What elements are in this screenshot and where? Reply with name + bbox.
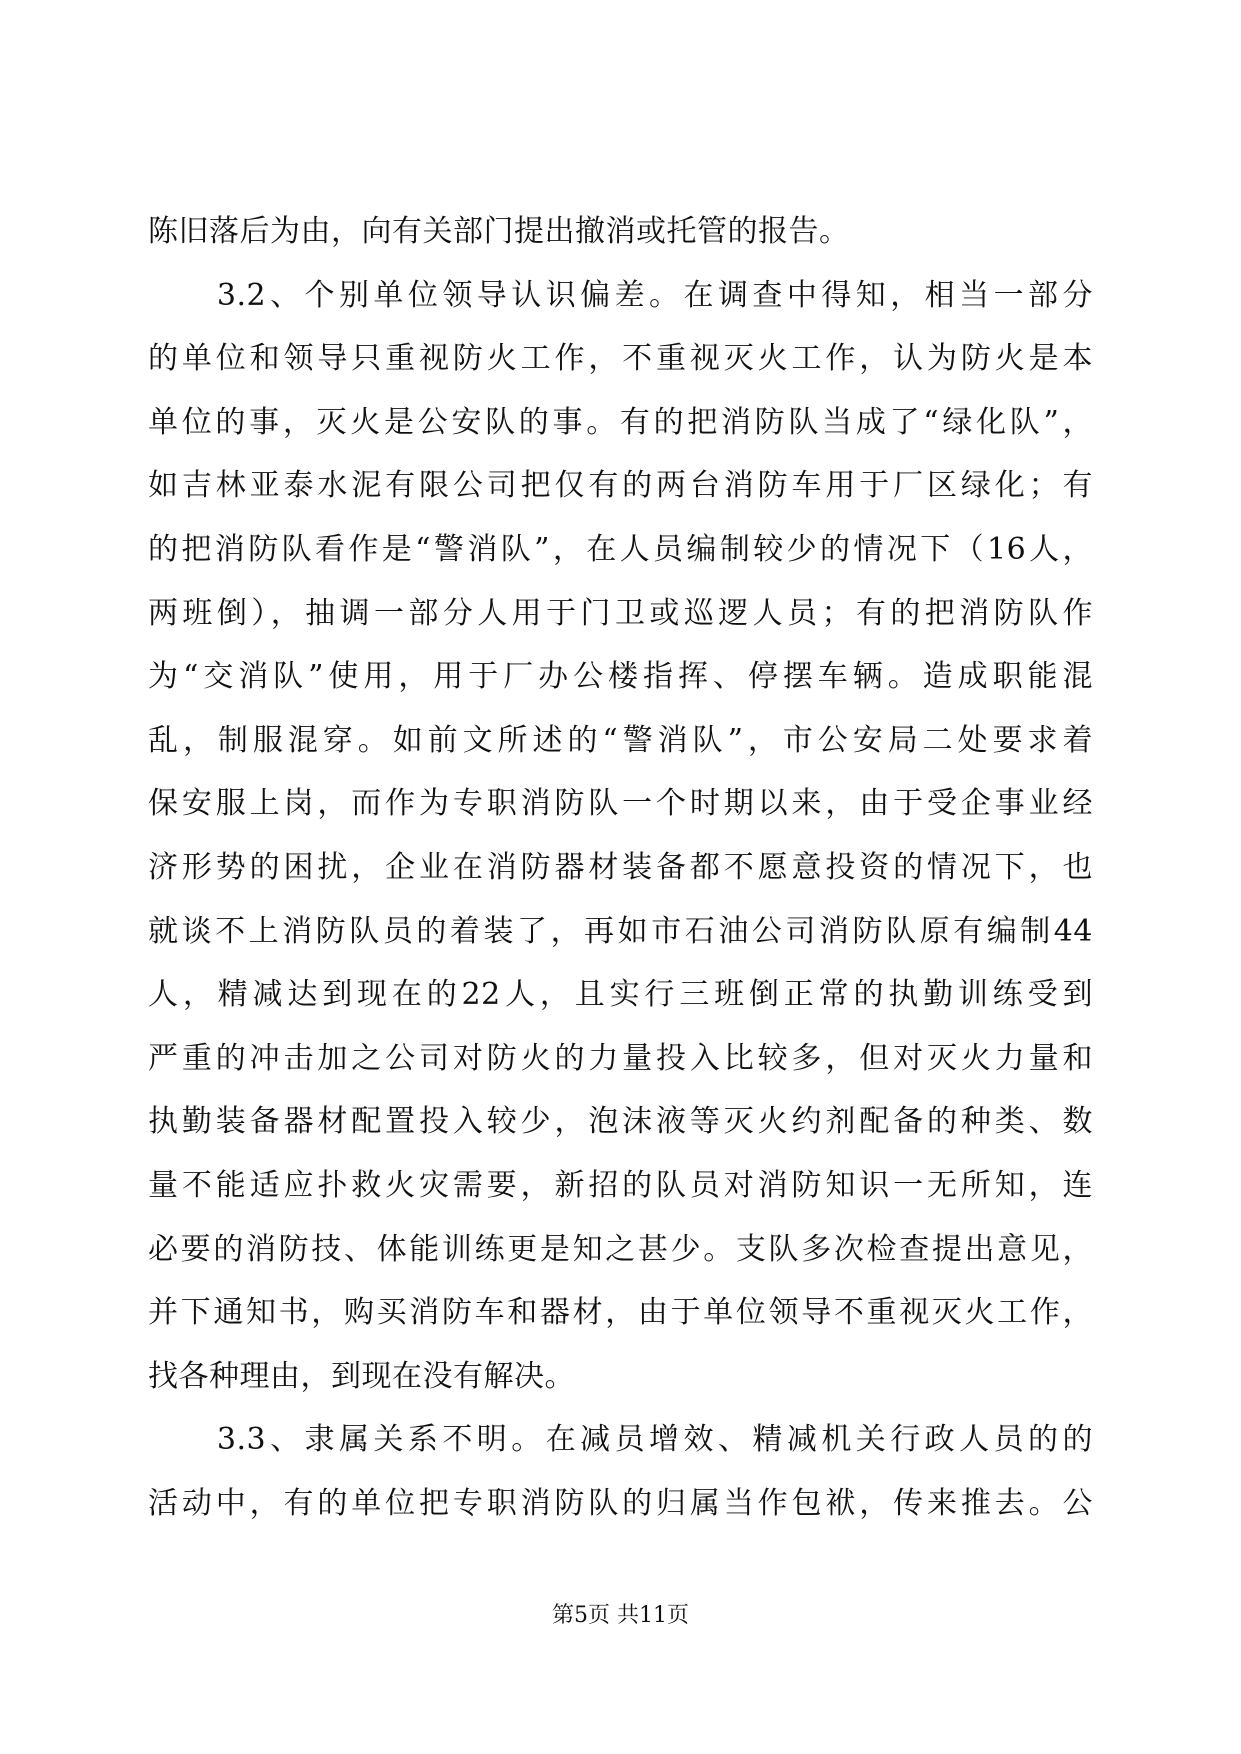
text-line: 3.2、个别单位领导认识偏差。在调查中得知，相当一部分 (148, 277, 1093, 313)
body-text (148, 200, 1093, 1535)
text-line: 济形势的困扰，企业在消防器材装备都不愿意投资的情况下，也 (148, 849, 1093, 885)
text-line: 严重的冲击加之公司对防火的力量投入比较多，但对灭火力量和 (148, 1040, 1093, 1076)
page-number: 第5页 共11页 (552, 1603, 689, 1628)
text-line: 必要的消防技、体能训练更是知之甚少。支队多次检查提出意见， (148, 1231, 1093, 1267)
text-line: 就谈不上消防队员的着装了，再如市石油公司消防队原有编制44 (148, 913, 1093, 949)
text-line: 3.3、隶属关系不明。在减员增效、精减机关行政人员的的 (148, 1422, 1093, 1458)
text-line: 保安服上岗，而作为专职消防队一个时期以来，由于受企事业经 (148, 786, 1093, 822)
text-line: 活动中，有的单位把专职消防队的归属当作包袱，传来推去。公 (148, 1485, 1093, 1521)
text-line: 如吉林亚泰水泥有限公司把仅有的两台消防车用于厂区绿化；有 (148, 468, 1093, 504)
text-line: 并下通知书，购买消防车和器材，由于单位领导不重视灭火工作， (148, 1295, 1093, 1331)
text-line: 的把消防队看作是“警消队”，在人员编制较少的情况下（16人， (148, 531, 1093, 567)
text-line: 的单位和领导只重视防火工作，不重视灭火工作，认为防火是本 (148, 341, 1093, 377)
text-line: 单位的事，灭火是公安队的事。有的把消防队当成了“绿化队”， (148, 404, 1093, 440)
text-line: 执勤装备器材配置投入较少，泡沫液等灭火约剂配备的种类、数 (148, 1104, 1093, 1140)
text-line: 找各种理由，到现在没有解决。 (148, 1358, 575, 1394)
text-line: 为“交消队”使用，用于厂办公楼指挥、停摆车辆。造成职能混 (148, 659, 1093, 695)
text-line: 量不能适应扑救火灾需要，新招的队员对消防知识一无所知，连 (148, 1167, 1093, 1203)
text-line: 陈旧落后为由，向有关部门提出撤消或托管的报告。 (148, 214, 850, 249)
text-line: 乱，制服混穿。如前文所述的“警消队”，市公安局二处要求着 (148, 722, 1093, 758)
text-line: 两班倒），抽调一部分人用于门卫或巡逻人员；有的把消防队作 (148, 595, 1093, 631)
text-line: 人，精减达到现在的22人，且实行三班倒正常的执勤训练受到 (148, 977, 1093, 1013)
